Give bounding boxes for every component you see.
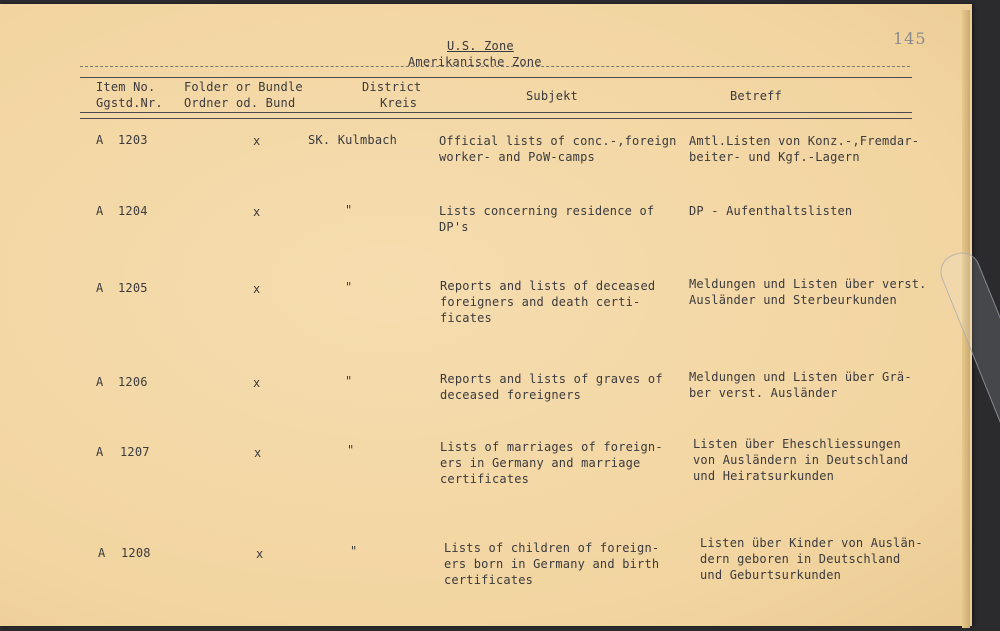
row-betreff-line: und Geburtsurkunden (700, 568, 842, 582)
row-item-number: 1208 (121, 546, 151, 560)
header-top-dashed-rule (80, 66, 910, 67)
row-item-number: 1203 (118, 133, 148, 147)
header-rule-bottom (80, 118, 912, 119)
row-item-number: 1207 (120, 445, 150, 459)
row-district: " (345, 374, 353, 388)
header-subject: Subjekt (526, 89, 578, 103)
row-betreff-line: Ausländer und Sterbeurkunden (689, 293, 897, 307)
row-betreff-line: und Heiratsurkunden (693, 469, 835, 483)
row-betreff-line: Amtl.Listen von Konz.-,Fremdar- (689, 134, 920, 148)
row-betreff-line: Listen über Kinder von Auslän- (700, 536, 923, 550)
row-subject-line: deceased foreigners (440, 388, 582, 402)
header-district-en: District (362, 80, 422, 94)
row-betreff-line: von Ausländern in Deutschland (693, 453, 909, 467)
row-subject-line: ers born in Germany and birth (444, 557, 660, 571)
header-item-de: Ggstd.Nr. (96, 96, 163, 110)
row-district: SK. Kulmbach (308, 133, 398, 147)
row-betreff-line: Listen über Eheschliessungen (693, 437, 901, 451)
row-prefix: A (98, 546, 106, 560)
row-district: " (347, 443, 355, 457)
row-folder-marker: x (253, 134, 261, 148)
row-betreff-line: dern geboren in Deutschland (700, 552, 901, 566)
row-subject-line: Reports and lists of graves of (440, 372, 663, 386)
row-subject-line: Lists of children of foreign- (444, 541, 660, 555)
row-betreff-line: beiter- und Kgf.-Lagern (689, 150, 860, 164)
row-subject-line: worker- and PoW-camps (439, 150, 595, 164)
header-folder-de: Ordner od. Bund (184, 96, 296, 110)
row-subject-line: ficates (440, 311, 492, 325)
row-betreff-line: ber verst. Ausländer (689, 386, 838, 400)
row-subject-line: Official lists of conc.-,foreign (439, 134, 677, 148)
row-betreff-line: Meldungen und Listen über Grä- (689, 370, 912, 384)
row-district: " (345, 203, 353, 217)
row-item-number: 1206 (118, 375, 148, 389)
header-betreff: Betreff (730, 89, 782, 103)
row-prefix: A (96, 445, 104, 459)
row-folder-marker: x (253, 205, 261, 219)
row-betreff-line: Meldungen und Listen über verst. (689, 277, 927, 291)
row-district: " (345, 280, 353, 294)
row-folder-marker: x (253, 376, 261, 390)
row-prefix: A (96, 281, 104, 295)
row-folder-marker: x (254, 446, 262, 460)
zone-title-de: Amerikanische Zone (408, 55, 542, 69)
row-prefix: A (96, 375, 104, 389)
header-item-en: Item No. (96, 80, 156, 94)
row-subject-line: foreigners and death certi- (440, 295, 641, 309)
row-district: " (350, 544, 358, 558)
row-subject-line: certificates (444, 573, 534, 587)
row-betreff-line: DP - Aufenthaltslisten (689, 204, 853, 218)
row-prefix: A (96, 204, 104, 218)
row-subject-line: Reports and lists of deceased (440, 279, 656, 293)
document-page (0, 4, 972, 626)
page-number: 145 (893, 29, 927, 48)
header-folder-en: Folder or Bundle (184, 80, 303, 94)
row-folder-marker: x (253, 282, 261, 296)
header-rule-top (80, 77, 912, 78)
row-item-number: 1205 (118, 281, 148, 295)
row-subject-line: certificates (440, 472, 530, 486)
header-district-de: Kreis (380, 96, 418, 110)
row-folder-marker: x (256, 547, 264, 561)
row-subject-line: ers in Germany and marriage (440, 456, 641, 470)
row-subject-line: Lists concerning residence of (439, 204, 655, 218)
row-prefix: A (96, 133, 104, 147)
zone-title-en: U.S. Zone (447, 39, 514, 53)
row-item-number: 1204 (118, 204, 148, 218)
row-subject-line: Lists of marriages of foreign- (440, 440, 663, 454)
row-subject-line: DP's (439, 220, 469, 234)
header-rule-mid (80, 112, 912, 113)
